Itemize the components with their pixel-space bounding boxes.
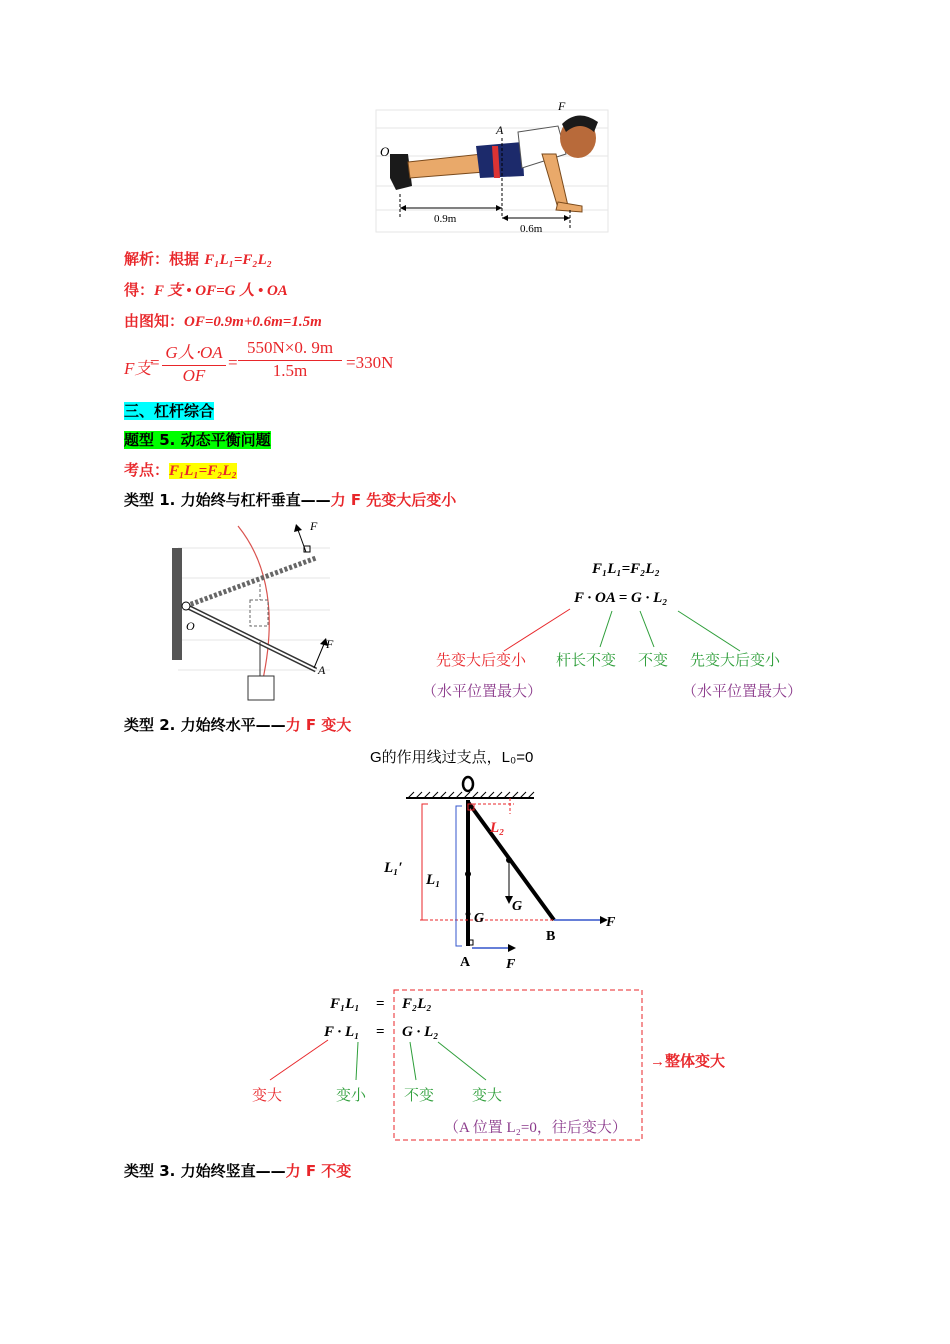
pushup-figure [372,98,612,238]
solution-line-3: 由图知：OF=0.9m+0.6m=1.5m [124,312,322,330]
t2-label-B: B [546,929,556,944]
t2-label-G1: G [474,911,485,926]
t2-r2-left: F · L₁ [324,1024,360,1040]
t2-label-L1: L₁ [426,872,441,888]
t2-label-F-right: F [606,915,616,930]
eq-frac1: G人⋅OA OF [162,338,226,386]
type2-title: 类型 2. 力始终水平——力 F 变大 [124,716,352,734]
type1-analysis [420,555,820,705]
t2-term-3: 不变 [404,1088,435,1104]
t1-term-4: 先变大后变小 [690,653,781,669]
type2-caption: G的作用线过支点，L₀=0 [370,749,534,766]
t1-term-3: 不变 [638,653,669,669]
t1-label-O: O [186,619,195,633]
t2-box-note: （A 位置 L₂=0，往后变大） [444,1120,627,1136]
t1-note-2: （水平位置最大） [682,684,803,700]
label-A: A [496,123,504,137]
t2-r1-left: F₁L₁ [330,996,360,1012]
type1-figure [168,518,334,704]
type3-title: 类型 3. 力始终竖直——力 F 不变 [124,1162,352,1180]
solution-equation: F支 = G人⋅OA OF = 550N×0. 9m 1.5m =330N [124,338,394,385]
label-0.9m: 0.9m [434,213,457,225]
type1-title: 类型 1. 力始终与杠杆垂直——力 F 先变大后变小 [124,491,457,509]
kaodian: 考点：F₁L₁=F₂L₂ [124,461,237,479]
t2-label-G2: G [512,899,523,914]
solution-line-2: 得：F 支 • OF=G 人 • OA [124,281,288,299]
t1-term-1: 先变大后变小 [436,653,527,669]
t1-term-2: 杆长不变 [556,653,617,669]
t2-term-1: 变大 [252,1088,283,1104]
t2-r2-eq: = [376,1024,385,1040]
type2-analysis [240,984,750,1144]
t2-term-2: 变小 [336,1088,367,1104]
eq-lhs: F支 [124,359,152,378]
t1-eq2: F · OA = G · L₂ [574,590,668,606]
t2-arrow-note: →整体变大 [650,1054,726,1070]
t2-r1-eq: = [376,996,385,1012]
t2-label-A: A [460,955,471,970]
t1-note-1: （水平位置最大） [422,684,543,700]
t1-eq1: F₁L₁=F₂L₂ [592,561,660,577]
type2-figure [376,774,626,974]
t2-label-L1p: L₁′ [384,860,403,876]
t2-label-L2: L₂ [490,820,505,836]
type-title: 题型 5. 动态平衡问题 [124,431,271,449]
t2-r1-right: F₂L₂ [402,996,432,1012]
t1-label-F-bottom: F [326,637,334,651]
t2-r2-right: G · L₂ [402,1024,439,1040]
section-heading: 三、杠杆综合 [124,402,215,420]
t2-label-F-bottom: F [506,957,516,972]
eq-frac2: 550N×0. 9m 1.5m [238,338,342,381]
label-F: F [558,99,566,113]
t2-term-4: 变大 [472,1088,503,1104]
label-0.6m: 0.6m [520,223,543,235]
t1-label-F-top: F [310,519,318,533]
solution-line-1: 解析：根据 F₁L₁=F₂L₂ [124,250,273,268]
label-O: O [380,144,390,159]
eq-result: =330N [346,353,394,372]
t1-label-A: A [318,663,326,677]
